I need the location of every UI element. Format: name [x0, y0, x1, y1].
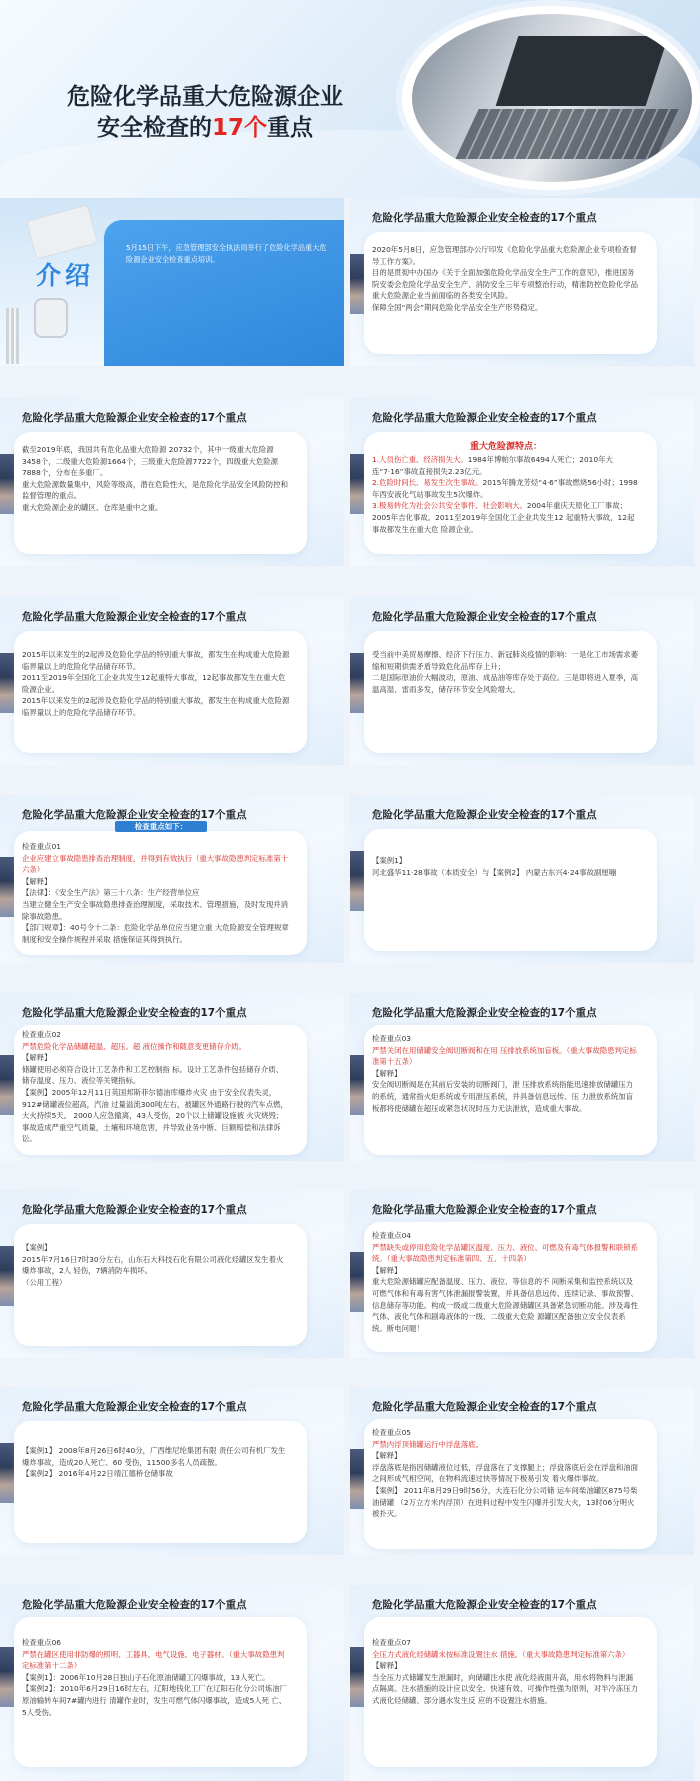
slide-14	[350, 1387, 694, 1555]
slide-body	[372, 1637, 640, 1707]
slide-body	[372, 1033, 640, 1114]
slide-body	[22, 444, 290, 514]
body-line: 【案例2】：2010年6月29日16时左右，辽阳地钱化工厂在辽阳石化分公司炼油厂原油输转车间7#罐内进行 清罐作业时，发生可燃气体闪爆事故，造成5人死 亡、5人受伤。	[22, 1684, 288, 1717]
slide-title: 危险化学品重大危险源企业安全检查的17个重点	[22, 809, 247, 821]
slide-16	[350, 1585, 694, 1781]
body-line: 【解释】	[372, 1451, 402, 1461]
slide-body	[372, 1427, 640, 1520]
body-line: 【法律】：《安全生产法》第三十八条：生产经营单位应	[22, 888, 200, 898]
slide-body	[372, 1230, 640, 1334]
laptop-screen	[496, 36, 669, 106]
body-line: 目的是贯彻中办国办《关于全面加强危险化学品安全生产工作的意见》，推进国务院安委会危险化学品安全生产、消防安全三年专项整治行动，精准防控危险化学品重大危险源企业当前面临的各类安全风险。	[372, 268, 639, 301]
body-line: 保障全国“两会”期间危险化学品安全生产形势稳定。	[372, 302, 543, 312]
checkpoint-number: 检查重点06	[22, 1638, 61, 1647]
pencils-image	[6, 308, 20, 364]
body-line: 【解释】	[372, 1661, 402, 1671]
slide-12	[350, 1190, 694, 1358]
slide-title: 危险化学品重大危险源企业安全检查的17个重点	[22, 1007, 247, 1019]
body-line: 【案例1】 2008年8月26日6时40分，广西维尼纶集团有限 责任公司有机厂发生爆炸事故，造成20人死亡、60 受伤，11500多名人员疏散。	[22, 1446, 286, 1467]
slide-10	[350, 993, 694, 1161]
hero-title-pre: 安全检查的	[96, 115, 212, 141]
slide-body	[372, 649, 640, 695]
body-line: 【案例】2005年12月11日英国邦斯菲尔德油库爆炸火灾 由于安全仪表失灵，912#储罐液位超高，汽油 过量溢流300吨左右，被罐区外通路行驶的汽车点燃，大火持续5天。 2000人应急撤离，43人受伤，20个以上储罐设施被 火灾烧毁；事故造成严重空气质量，土壤和环境危害，并导致业务中断、巨额赔偿和法律诉讼。	[22, 1087, 288, 1144]
slide-body	[372, 244, 640, 314]
hero-title-line1: 危险化学品重大危险源企业	[67, 84, 343, 110]
slide-intro	[0, 198, 344, 366]
hero-title-red: 17个	[211, 115, 267, 141]
features-heading: 重大危险源特点：	[469, 442, 542, 452]
checkpoint-statement: 全压力式液化烃储罐未按标准设置注水 措施。（重大事故隐患判定标准第六条）	[372, 1649, 630, 1659]
body-line: 【案例2】 2016年4月22日靖江德桥仓储事故	[22, 1469, 173, 1479]
body-line: 重大危险源储罐应配备温度、压力、液位、等信息的不 间断采集和监控系统以及可燃气体和有毒有害气体泄漏报警装置，并具备信息远传、连续记录、事故预警、信息储存等功能。构成一级或二级重大危险源储罐区具备紧急切断功能。涉及毒性气体、液化气体和剧毒液体的一级、二级重大危险 源罐区配备独立安全仪表系统。断电问题！	[372, 1277, 639, 1333]
hero-title-line2	[10, 113, 400, 144]
slide-body	[372, 855, 640, 878]
intro-text: 5月15日下午，应急管理部安全执法局举行了危险化学品重大危险源企业安全检查重点培训。	[126, 243, 327, 264]
body-line: 浮盘落底是指因储罐液位过低，浮盘落在了支撑腿上；浮盘落底后会在浮盘和油面之间形成气相空间，在物料流速过快等情况下极易引发 着火爆炸事故。	[372, 1462, 639, 1484]
body-line: 当全压力式储罐发生泄漏时，向储罐注水使 液化烃液面升高，用水将物料与泄漏点隔离。注水措施的设计应以安全、快速有效、可操作性强为原则，对半冷冻压力式液化烃储罐、部分遇水发生反 应的不设置注水措施。	[372, 1672, 639, 1705]
feature-red: 3.极易转化为社会公共安全事件、社会影响大。	[372, 501, 527, 511]
feature-red: 1.人员伤亡重、经济损失大。	[372, 455, 468, 464]
feature-item	[372, 454, 640, 477]
checkpoint-statement: 企业应建立事故隐患排查治理制度，并得到有效执行（重大事故隐患判定标准第十六条）	[22, 853, 289, 875]
slide-8	[350, 795, 694, 963]
slide-title: 危险化学品重大危险源企业安全检查的17个重点	[372, 1599, 597, 1611]
slide-title: 危险化学品重大危险源企业安全检查的17个重点	[372, 1204, 597, 1216]
body-line: 【解释】	[372, 1068, 402, 1078]
slide-body	[372, 440, 640, 535]
slide-2	[350, 198, 694, 366]
body-line: 【部门规章】：40号令十二条：危险化学品单位应当建立重 大危险源安全管理规章制度和安全操作规程并采取 措施保证其得到执行。	[22, 923, 289, 944]
body-line: 当建立健全生产安全事故隐患排查治理制度，采取技术、管理措施，及时发现并消除事故隐患。	[22, 899, 289, 921]
slide-4	[350, 398, 694, 566]
body-line: 河北盛华11·28事故（本质安全）与【案例2】 内蒙古东兴4·24事故副厘嘣	[372, 867, 617, 877]
checkpoint-number: 检查重点05	[372, 1428, 411, 1437]
checkpoint-number: 检查重点02	[22, 1030, 61, 1039]
body-line: 【案例】	[22, 1243, 52, 1252]
slide-title: 危险化学品重大危险源企业安全检查的17个重点	[22, 1599, 247, 1611]
body-line: 重大危险源数量集中，风险等级高，潜在危险性大，是危险化学品安全风险防控和监督管理的重点。	[22, 479, 289, 501]
feature-item	[372, 477, 640, 500]
slide-body	[22, 1242, 290, 1288]
body-line: （公用工程）	[22, 1277, 67, 1287]
slide-15	[0, 1585, 344, 1781]
slide-title: 危险化学品重大危险源企业安全检查的17个重点	[372, 611, 597, 623]
slide-9	[0, 993, 344, 1161]
body-line: 2020年5月8日，应急管理部办公厅印发《危险化学品重大危险源企业专项检查督导工作方案》。	[372, 245, 637, 266]
slide-6	[350, 597, 694, 765]
slide-card	[364, 829, 657, 951]
watch-image	[34, 298, 68, 338]
slide-title: 危险化学品重大危险源企业安全检查的17个重点	[372, 809, 597, 821]
slide-body	[22, 1637, 290, 1718]
body-line: 受当前中美贸易摩擦、经济下行压力、新冠肺炎疫情的影响：一是化工市场需求萎缩和短期供需矛盾导致危化品库存上升；	[372, 650, 639, 671]
slide-title: 危险化学品重大危险源企业安全检查的17个重点	[22, 412, 247, 424]
slide-13	[0, 1387, 344, 1555]
checkpoint-statement: 严禁危险化学品储罐超温、超压、超 液位操作和随意变更储存介质。	[22, 1041, 247, 1051]
hero-banner	[0, 0, 700, 198]
checkpoint-statement: 严禁在罐区使用非防爆的照明、工器具、电气设施、电子器材。（重大事故隐患判定标准第十二条）	[22, 1649, 285, 1671]
slide-body	[22, 841, 290, 945]
feature-red: 2.危险时间长、易发生次生事故。	[372, 478, 483, 488]
slide-title: 危险化学品重大危险源企业安全检查的17个重点	[22, 611, 247, 623]
slide-5	[0, 597, 344, 765]
laptop-image	[412, 14, 692, 182]
body-line: 重大危险源企业的罐区、仓库是重中之重。	[22, 502, 163, 512]
hero-title	[10, 82, 400, 144]
feature-text: 1984年博帕尔事故6494人死亡；2010年大连“7·16”事故直接损失2.23亿元。	[372, 455, 613, 476]
body-line: 2015年7月16日7时30分左右，山东石大科技石化有限公司液化烃罐区发生着火爆炸事故，2人 轻伤，7辆消防车损坏。	[22, 1254, 284, 1276]
slide-title: 危险化学品重大危险源企业安全检查的17个重点	[22, 1204, 247, 1216]
slide-11	[0, 1190, 344, 1358]
body-line: 安全阀切断阀是在其前后安装的切断阀门，泄 压排放系统指能迅速排放储罐压力的系统，通常指火炬系统或专用泄压系统，并具备信息远传、压 力泄放系统加盲板都将使储罐在超压或紧急状况时压力无法泄放，造成重大事故。	[372, 1080, 634, 1113]
body-line: 2015年以来发生的2起涉及危险化学品的特别重大事故，都发生在构成重大危险源临界量以上的危险化学品储存环节。	[22, 696, 290, 717]
body-line: 截至2019年底，我国共有危化品重大危险源 20732个，其中一级重大危险源3458个，二级重大危险源1664个，三级重大危险源7722个，四级重大危险源7888个，分布在多重厂。	[22, 445, 278, 478]
checkpoint-number: 检查重点01	[22, 842, 61, 851]
body-line: 2011至2019年全国化工企业共发生12起重特大事故，12起事故都发生在重大危险源企业。	[22, 673, 286, 694]
body-line: 二是国际原油价大幅波动，原油、成品油等库存处于高位。三是即将进入夏季，高温高湿、雷雨多发，储存环节安全风险增大。	[372, 673, 639, 694]
checkpoint-statement: 严禁缺失或停用危险化学品罐区温度、压力、液位、可燃及有毒气体报警和联锁系统。（重大事故隐患判定标准第四、五、十四条）	[372, 1242, 639, 1264]
body-line: 【案例1】：2006年10月28日独山子石化原油储罐工闪爆事故，13人死亡。	[22, 1672, 270, 1682]
intro-heading: 介绍	[36, 261, 95, 290]
slide-title: 危险化学品重大危险源企业安全检查的17个重点	[372, 412, 597, 424]
laptop-keyboard	[455, 109, 678, 159]
slide-body	[22, 649, 290, 719]
slide-title: 危险化学品重大危险源企业安全检查的17个重点	[22, 1401, 247, 1413]
slide-7	[0, 795, 344, 963]
feature-text: 2004年重庆天原化工厂事故；2005年吉化事故。2011至2019年全国化工企业共发生12 起重特大事故，12起事故都发生在重大危 险源企业。	[372, 501, 635, 534]
body-line: 储罐使用必须符合设计工艺条件和工艺控制指 标。设计工艺条件包括储存介质、储存温度、压力、液位等关键指标。	[22, 1064, 284, 1086]
feature-text: 2015年腾龙芳烃“4·6”事故燃烧56小时；1998年西安液化气站事故发生5次爆炸。	[372, 478, 638, 499]
slide-3	[0, 398, 344, 566]
checkpoint-statement: 严禁内浮顶储罐运行中浮盘落底。	[372, 1439, 483, 1449]
checkpoint-number: 检查重点03	[372, 1034, 411, 1043]
slide-body	[22, 1445, 290, 1480]
body-line: 【案例1】	[372, 856, 407, 865]
body-line: 2015年以来发生的2起涉及危险化学品的特别重大事故，都发生在构成重大危险源临界量以上的危险化学品储存环节。	[22, 650, 290, 671]
checkpoint-highlight-bar: 检查重点如下：	[115, 821, 207, 832]
slide-card	[14, 1421, 307, 1543]
body-line: 【解释】	[22, 1053, 52, 1063]
slide-body	[22, 1029, 290, 1145]
checkpoint-number: 检查重点07	[372, 1638, 411, 1647]
hero-title-post: 重点	[267, 115, 313, 141]
slide-title: 危险化学品重大危险源企业安全检查的17个重点	[372, 1401, 597, 1413]
body-line: 【解释】	[372, 1265, 402, 1275]
checkpoint-statement: 严禁关闭在用储罐安全阀切断阀和在用 压排放系统加盲板。（重大事故隐患判定标准第十五条）	[372, 1045, 637, 1067]
feature-item	[372, 500, 640, 535]
checkpoint-number: 检查重点04	[372, 1231, 411, 1240]
phone-image	[26, 204, 98, 259]
slide-title: 危险化学品重大危险源企业安全检查的17个重点	[372, 1007, 597, 1019]
body-line: 【案例】 2011年8月29日9时56分，大连石化分公司储 运车间柴油罐区875号柴油储罐 （2万立方米内浮顶）在进料过程中发生闪爆并引发大火，13时06分明火被扑灭。	[372, 1485, 638, 1519]
body-line: 【解释】	[22, 876, 52, 886]
slide-title: 危险化学品重大危险源企业安全检查的17个重点	[372, 212, 597, 224]
